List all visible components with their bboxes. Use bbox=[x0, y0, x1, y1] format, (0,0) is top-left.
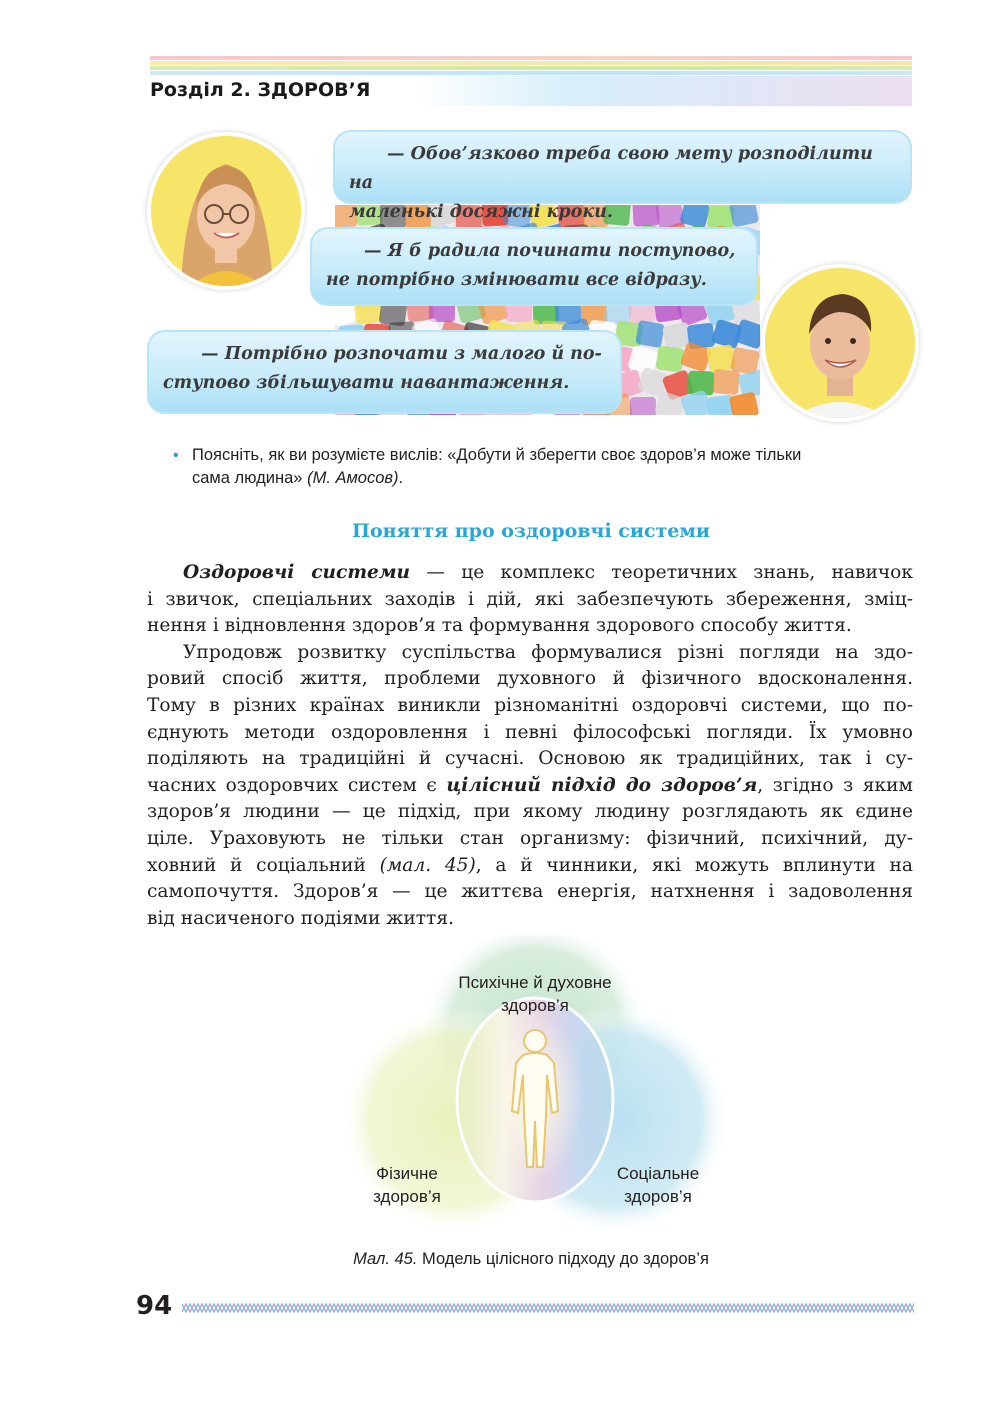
p1-line-3: нення і відновлення здоров’я та формування здорового способу життя. bbox=[147, 615, 852, 637]
figure-reference: (мал. 45) bbox=[379, 854, 476, 876]
p2-line-11: від насиченого подіями життя. bbox=[147, 907, 454, 929]
paragraph-1 bbox=[147, 560, 913, 640]
label-social-line-2: здоров’я bbox=[624, 1187, 692, 1206]
header-stripe-green bbox=[150, 66, 912, 70]
question-text bbox=[192, 444, 914, 490]
question-end: . bbox=[398, 469, 404, 487]
page-number: 94 bbox=[136, 1291, 173, 1321]
bubble-3-line-1: — Потрібно розпочати з малого й по- bbox=[201, 344, 602, 364]
bubble-1-line-1: — Обов’язково треба свою мету розподілити на bbox=[349, 144, 873, 193]
figure-caption bbox=[150, 1250, 912, 1269]
boy-portrait-icon bbox=[765, 268, 915, 418]
bubble-2-line-1: — Я б радила починати поступово, bbox=[364, 241, 736, 261]
figure-caption-text: Модель цілісного підходу до здоров’я bbox=[422, 1250, 709, 1268]
question-line-2-main: сама людина» bbox=[192, 469, 303, 487]
girl-avatar bbox=[147, 132, 305, 290]
p2-line-6 bbox=[147, 773, 913, 800]
term-holistic-approach: цілісний підхід до здоров’я bbox=[446, 774, 758, 796]
label-mental-spiritual-line-1: Психічне й духовне bbox=[458, 973, 612, 992]
p1-line-2: і звичок, спеціальних заходів і дій, які забезпечують збереження, зміц- bbox=[147, 588, 913, 610]
p2-line-1: Упродовж розвитку суспільства формувалися різні погляди на здо- bbox=[183, 641, 913, 663]
label-social bbox=[598, 1162, 718, 1208]
girl-portrait-icon bbox=[151, 136, 301, 286]
p2-line-9-end: , а й чинники, які можуть вплинути на bbox=[475, 854, 913, 876]
cube-tile bbox=[635, 319, 665, 347]
label-physical-line-2: здоров’я bbox=[373, 1187, 441, 1206]
ornament-zigzag bbox=[182, 1304, 914, 1312]
cube-tile bbox=[712, 369, 740, 395]
paragraph-2 bbox=[147, 640, 913, 933]
question-author: (М. Амосов) bbox=[307, 469, 399, 487]
body-text bbox=[147, 560, 913, 932]
term-health-systems: Оздоровчі системи bbox=[183, 562, 411, 583]
figure-number: Мал. 45. bbox=[353, 1250, 418, 1268]
bubble-1-line-2: маленькі досяжні кроки. bbox=[349, 202, 613, 222]
cube-tile bbox=[729, 391, 759, 415]
footer-ornament bbox=[182, 1300, 914, 1316]
p2-line-9 bbox=[147, 853, 913, 880]
p2-line-6-start: часних оздоровчих систем є bbox=[147, 774, 437, 796]
section-header-title: Розділ 2. ЗДОРОВ’Я bbox=[150, 79, 371, 101]
p2-line-5: поділяють на традиційні й сучасні. Основою як традиційних, так і су- bbox=[147, 748, 913, 770]
speech-bubble-3 bbox=[147, 330, 622, 414]
p2-line-6-end: , згідно з яким bbox=[757, 774, 913, 796]
p2-line-8: ціле. Ураховують не тільки стан организму: фізичний, психічний, ду- bbox=[147, 827, 913, 849]
cube-tile bbox=[630, 397, 656, 415]
holistic-health-diagram bbox=[340, 935, 730, 1235]
p2-line-10: самопочуття. Здоров’я — це життєва енергія, натхнення і задоволення bbox=[147, 881, 913, 903]
boy-avatar bbox=[761, 264, 919, 422]
p2-line-9-start: ховний й соціальний bbox=[147, 854, 366, 876]
question-line-2 bbox=[192, 467, 914, 490]
bubble-3-line-2: ступово збільшувати навантаження. bbox=[163, 373, 570, 393]
label-mental-spiritual bbox=[435, 971, 635, 1017]
p2-line-7: здоров’я людини — це підхід, при якому людину розглядають як єдине bbox=[147, 801, 913, 823]
header-stripe-pink bbox=[150, 56, 912, 60]
label-mental-spiritual-line-2: здоров’я bbox=[501, 996, 569, 1015]
question-line-1: Поясніть, як ви розумієте вислів: «Добути й зберегти своє здоров’я може тільки bbox=[192, 446, 802, 464]
bullet-icon: • bbox=[173, 447, 179, 464]
p1-line-1 bbox=[147, 560, 913, 587]
cube-tile bbox=[655, 345, 684, 372]
speech-bubble-1 bbox=[333, 130, 912, 222]
p2-line-2: ровий спосіб життя, проблеми духовного й фізичного вдосконалення. bbox=[147, 668, 913, 690]
label-social-line-1: Соціальне bbox=[616, 1164, 700, 1183]
p1-line-1-rest: — це комплекс теоретичних знань, навичок bbox=[426, 562, 913, 583]
header-stripe-blue bbox=[150, 71, 912, 75]
label-physical bbox=[352, 1162, 462, 1208]
header-stripe-yellow bbox=[150, 61, 912, 65]
section-title: Поняття про оздоровчі системи bbox=[352, 520, 710, 542]
p2-line-3: Тому в різних країнах виникли різноманітні оздоровчі системи, що по- bbox=[147, 694, 913, 716]
p2-line-4: єднують методи оздоровлення і певні філософські погляди. Їх умовно bbox=[147, 721, 913, 743]
speech-bubble-2 bbox=[310, 227, 758, 306]
label-physical-line-1: Фізичне bbox=[376, 1164, 438, 1183]
bubble-2-line-2: не потрібно змінювати все відразу. bbox=[326, 270, 707, 290]
